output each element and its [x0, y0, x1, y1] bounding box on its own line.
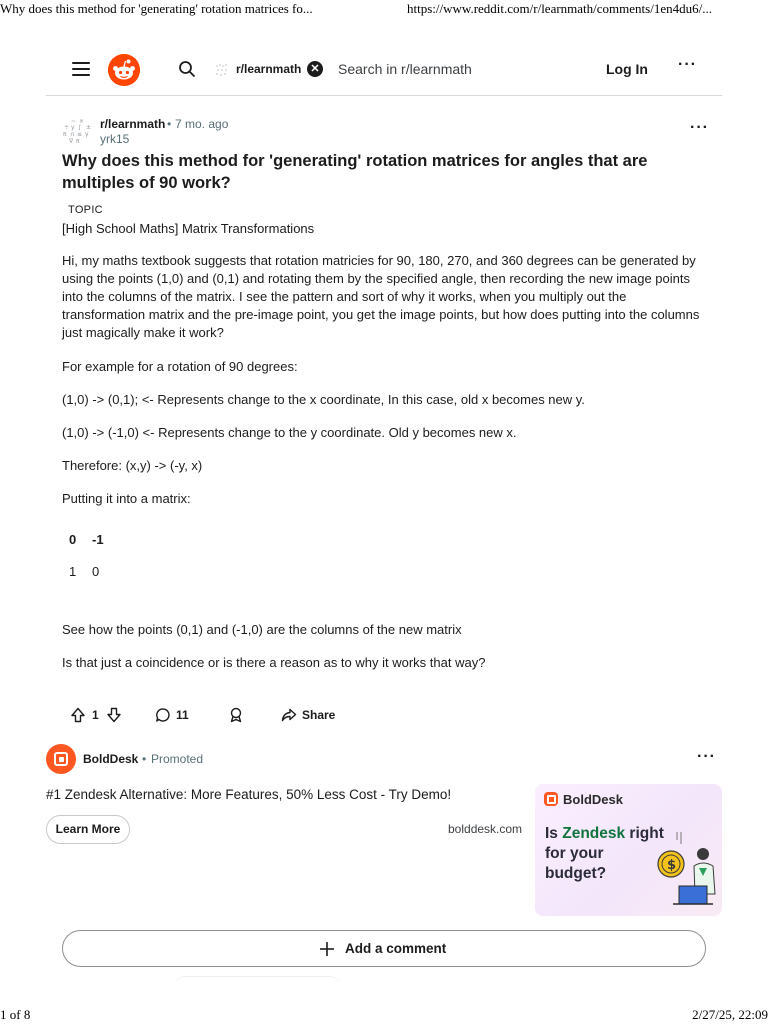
svg-text:$: $ — [667, 858, 677, 873]
comment-sort-placeholder — [175, 976, 340, 986]
upvote-icon[interactable] — [70, 707, 86, 723]
reddit-logo-icon[interactable] — [108, 54, 140, 86]
svg-text:π: π — [76, 138, 80, 145]
post-action-bar — [62, 703, 462, 727]
svg-text:γ: γ — [85, 131, 89, 138]
post-body-paragraph: Putting it into a matrix: — [62, 491, 191, 506]
svg-text:÷: ÷ — [64, 124, 70, 131]
ad-promoted-label: Promoted — [151, 752, 204, 766]
svg-text:∫: ∫ — [78, 124, 82, 131]
award-icon[interactable] — [228, 707, 244, 723]
share-icon[interactable] — [281, 707, 297, 723]
comment-count[interactable]: 11 — [176, 708, 189, 722]
svg-text:y: y — [71, 124, 75, 131]
svg-text:∩: ∩ — [70, 131, 75, 138]
print-page-title: Why does this method for 'generating' rotation matrices fo... — [0, 1, 313, 16]
ad-domain-link[interactable]: bolddesk.com — [448, 822, 523, 836]
login-button[interactable]: Log In — [606, 61, 648, 77]
post-body-paragraph: Hi, my maths textbook suggests that rotation matricies for 90, 180, 270, and 360 degrees can be generated by using the points (1,0) and (0,1) and rotating them by the specified angle, then recording the new image points into the columns of the matrix. I see the pattern and sort of why it works, when you multiply out the transformation matrix and the pre-image point, you get the image points, but how does putting into the columns just magically make it work? — [62, 253, 700, 340]
search-icon[interactable] — [178, 60, 196, 78]
ad-brand-name[interactable]: BoldDesk — [83, 752, 139, 766]
post-body-paragraph: (1,0) -> (0,1); <- Represents change to the x coordinate, In this case, old x becomes new y. — [62, 392, 585, 407]
matrix-cell: 0 — [92, 564, 100, 579]
ad-headline[interactable]: #1 Zendesk Alternative: More Features, 50% Less Cost - Try Demo! — [46, 787, 452, 802]
vote-score: 1 — [92, 708, 99, 722]
subreddit-avatar-icon[interactable] — [62, 117, 94, 147]
more-options-icon[interactable]: ··· — [678, 56, 697, 73]
post-age: 7 mo. ago — [175, 117, 229, 131]
topic-label: TOPIC — [68, 204, 103, 216]
svg-text:π: π — [63, 131, 67, 138]
ad-image-brand: BoldDesk — [563, 792, 623, 807]
matrix-cell: 1 — [69, 564, 77, 579]
post-meta — [62, 115, 722, 145]
post-body-paragraph: Is that just a coincidence or is there a reason as to why it works that way? — [62, 655, 486, 670]
ad-more-options-icon[interactable]: ··· — [697, 748, 716, 765]
post-title: Why does this method for 'generating' rotation matrices for angles that are multiples of 90 work? — [62, 152, 648, 192]
post-more-options-icon[interactable]: ··· — [690, 119, 709, 136]
post-body-paragraph: See how the points (0,1) and (-1,0) are the columns of the new matrix — [62, 622, 462, 637]
learn-more-button[interactable]: Learn More — [46, 815, 130, 844]
add-comment-button[interactable] — [62, 930, 706, 967]
svg-text:≤: ≤ — [77, 131, 83, 138]
print-header — [0, 0, 768, 18]
hamburger-menu-icon[interactable] — [72, 62, 90, 76]
print-footer — [0, 1006, 768, 1024]
post-author-link[interactable]: yrk15 — [100, 132, 130, 146]
svg-text:~: ~ — [71, 118, 77, 125]
add-comment-label: Add a comment — [345, 941, 447, 956]
ad-image[interactable] — [535, 784, 722, 916]
share-button[interactable]: Share — [302, 708, 336, 722]
topic-flair[interactable]: [High School Maths] Matrix Transformations — [62, 221, 315, 236]
downvote-icon[interactable] — [106, 707, 122, 723]
svg-text:×: × — [79, 118, 85, 125]
search-input[interactable]: Search in r/learnmath — [338, 61, 472, 77]
ad-illustration-icon — [653, 824, 722, 916]
svg-text:∇: ∇ — [69, 138, 74, 145]
ad-separator: • — [142, 752, 147, 766]
top-navigation-bar — [46, 46, 722, 96]
matrix-header-cell: -1 — [92, 532, 104, 547]
ad-image-text: Is Zendesk right for your budget? — [545, 825, 664, 882]
post-subreddit-link[interactable]: r/learnmath — [100, 117, 166, 131]
matrix-header-cell: 0 — [69, 532, 77, 547]
subreddit-chip-icon — [214, 62, 230, 78]
meta-separator: • — [167, 117, 172, 131]
clear-subreddit-icon[interactable]: ✕ — [307, 61, 323, 77]
plus-icon — [318, 940, 336, 958]
bolddesk-logo-icon[interactable] — [46, 744, 76, 774]
print-page-number: 1 of 8 — [0, 1007, 31, 1022]
print-url: https://www.reddit.com/r/learnmath/comments/1en4du6/... — [407, 1, 712, 16]
bolddesk-image-logo-icon — [544, 792, 558, 806]
print-datetime: 2/27/25, 22:09 — [692, 1007, 768, 1022]
post-body-paragraph: Therefore: (x,y) -> (-y, x) — [62, 458, 203, 473]
post-body-paragraph: (1,0) -> (-1,0) <- Represents change to the y coordinate. Old y becomes new x. — [62, 425, 517, 440]
svg-text:±: ± — [86, 124, 92, 131]
comment-icon[interactable] — [155, 707, 171, 723]
post-body-paragraph: For example for a rotation of 90 degrees: — [62, 359, 298, 374]
subreddit-chip-label: r/learnmath — [236, 62, 302, 76]
